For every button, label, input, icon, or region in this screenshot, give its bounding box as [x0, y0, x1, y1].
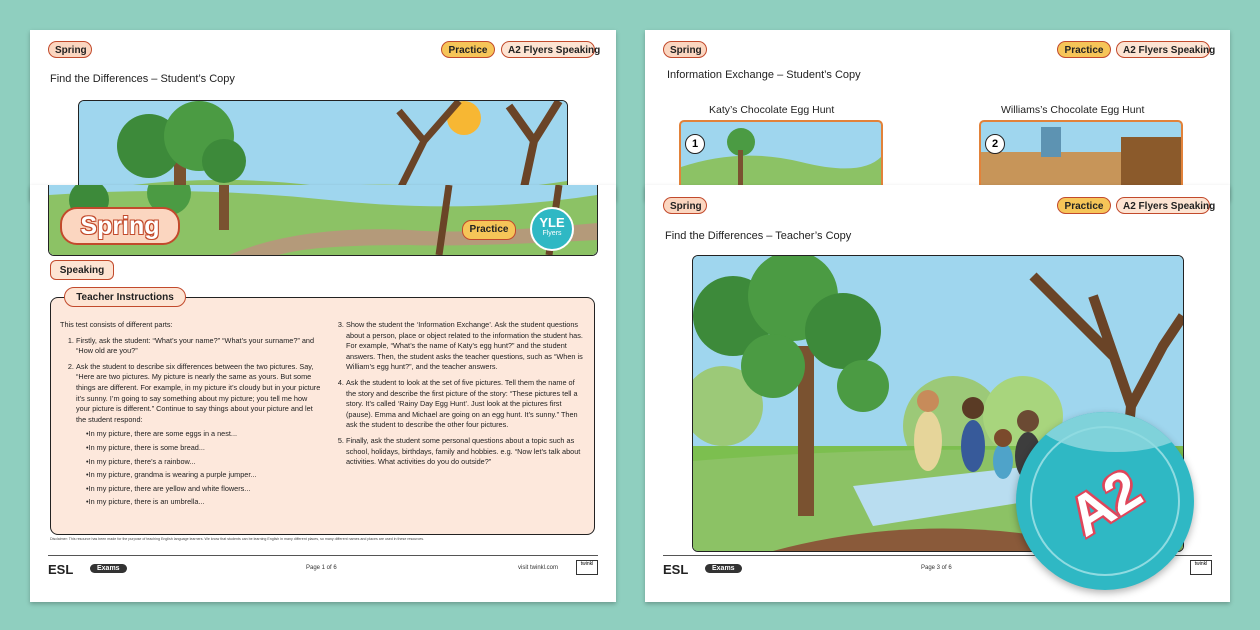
- instructions-right-column: [330, 320, 586, 473]
- page-number: Page 1 of 6: [306, 565, 337, 571]
- example-bullet: •In my picture, there are yellow and white flowers...: [86, 483, 251, 493]
- esl-logo: ESL: [48, 562, 74, 577]
- william-card: [979, 120, 1183, 194]
- twinkl-logo: twinkl: [576, 560, 598, 575]
- spring-tag: Spring: [663, 197, 707, 214]
- example-bullet: •In my picture, there are some eggs in a nest...: [86, 429, 237, 439]
- footer-url: visit twinkl.com: [517, 565, 558, 571]
- example-bullet: •In my picture, there is an umbrella...: [86, 497, 205, 507]
- student-copy-page: [30, 30, 616, 200]
- yle-badge-sub: Flyers: [542, 230, 562, 237]
- disclaimer-text: Disclaimer: This resource has been made for the purpose of teaching English language learners. We know that students can be learning English in many different places, so many different names and places are used in these resources.: [50, 537, 425, 541]
- katy-card: [679, 120, 883, 194]
- spring-tag: Spring: [663, 41, 707, 58]
- card-number-badge: 2: [985, 134, 1005, 154]
- practice-tag: Practice: [1057, 197, 1111, 214]
- instructions-left-column: [60, 320, 322, 513]
- instruction-step: 5. Finally, ask the student some personal questions about a topic such as school, holidays, birthdays, family and hobbies. e.g. “Now let’s talk about activities. What activities do you do outside?”: [346, 436, 586, 468]
- yle-badge: [530, 207, 574, 251]
- instruction-step: 1. Firstly, ask the student: “What’s your name?” “What’s your surname?” and “How old are you?”: [76, 336, 322, 357]
- level-badge-label: A2: [1057, 456, 1153, 549]
- level-tag: A2 Flyers Speaking: [501, 41, 595, 58]
- spring-tag: Spring: [48, 41, 92, 58]
- practice-tag: Practice: [441, 41, 495, 58]
- information-exchange-page: [645, 30, 1230, 200]
- example-bullet: •In my picture, there is some bread...: [86, 442, 205, 452]
- twinkl-logo: twinkl: [1190, 560, 1212, 575]
- page-heading: Information Exchange – Student’s Copy: [667, 69, 861, 81]
- level-tag: A2 Flyers Speaking: [1116, 197, 1210, 214]
- instructions-title: Teacher Instructions: [64, 287, 186, 307]
- card-title-katy: Katy’s Chocolate Egg Hunt: [709, 104, 835, 116]
- page-heading: Find the Differences – Teacher’s Copy: [665, 230, 852, 242]
- speaking-tag: Speaking: [50, 260, 114, 280]
- page-heading: Find the Differences – Student’s Copy: [50, 73, 235, 85]
- cover-practice-badge: Practice: [462, 220, 516, 240]
- cover-title: Spring: [60, 207, 180, 245]
- esl-logo: ESL: [663, 562, 689, 577]
- exams-label: Exams: [705, 564, 742, 573]
- level-tag: A2 Flyers Speaking: [1116, 41, 1210, 58]
- instruction-step: 4. Ask the student to look at the set of five pictures. Tell them the name of the story and describe the first picture of the story: “These pictures tell a story. It’s called ‘Rainy Day Egg Hunt’. Just look at the pictures first (pause). Emma and Michael are going on an egg hunt. It’s sunny.” Then ask the student to describe the other four pictures.: [346, 378, 586, 431]
- card-title-william: Williams’s Chocolate Egg Hunt: [1001, 104, 1145, 116]
- practice-tag: Practice: [1057, 41, 1111, 58]
- teacher-instructions-cover: [30, 185, 616, 602]
- level-badge: [1016, 412, 1194, 590]
- instruction-step: 3. Show the student the ‘Information Exchange’. Ask the student questions about a person, place or object related to the information the student has. For example, “What’s the name of Katy’s egg hunt?” and the student answers. Then, the student asks the teacher questions, such as “When is William’s egg hunt?”, and the teacher answers.: [346, 320, 586, 373]
- exams-label: Exams: [90, 564, 127, 573]
- page-footer: [48, 555, 598, 578]
- instruction-step: 2. Ask the student to describe six differences between the two pictures. Say, “Here are two pictures. My picture is nearly the same as yours. But some things are different. For example, in my picture it’s cloudy but in your picture it’s sunny. I’m going to say something about my picture; you tell me how your picture is different.” Continue to say things about your picture and let the student respond: •In my picture, there are some eggs in a nest... •In my picture, there is some bread... •In my picture, there’s a rainbow... •In my picture, grandma is wearing a purple jumper... •In my picture, there are yellow and white flowers... •In my picture, there is an umbrella...: [76, 362, 322, 508]
- yle-badge-label: YLE: [539, 215, 565, 230]
- page-number: Page 3 of 6: [921, 565, 952, 571]
- example-bullet: •In my picture, grandma is wearing a purple jumper...: [86, 470, 257, 480]
- card-number-badge: 1: [685, 134, 705, 154]
- example-bullet: •In my picture, there’s a rainbow...: [86, 456, 196, 466]
- instructions-intro: This test consists of different parts:: [60, 320, 173, 329]
